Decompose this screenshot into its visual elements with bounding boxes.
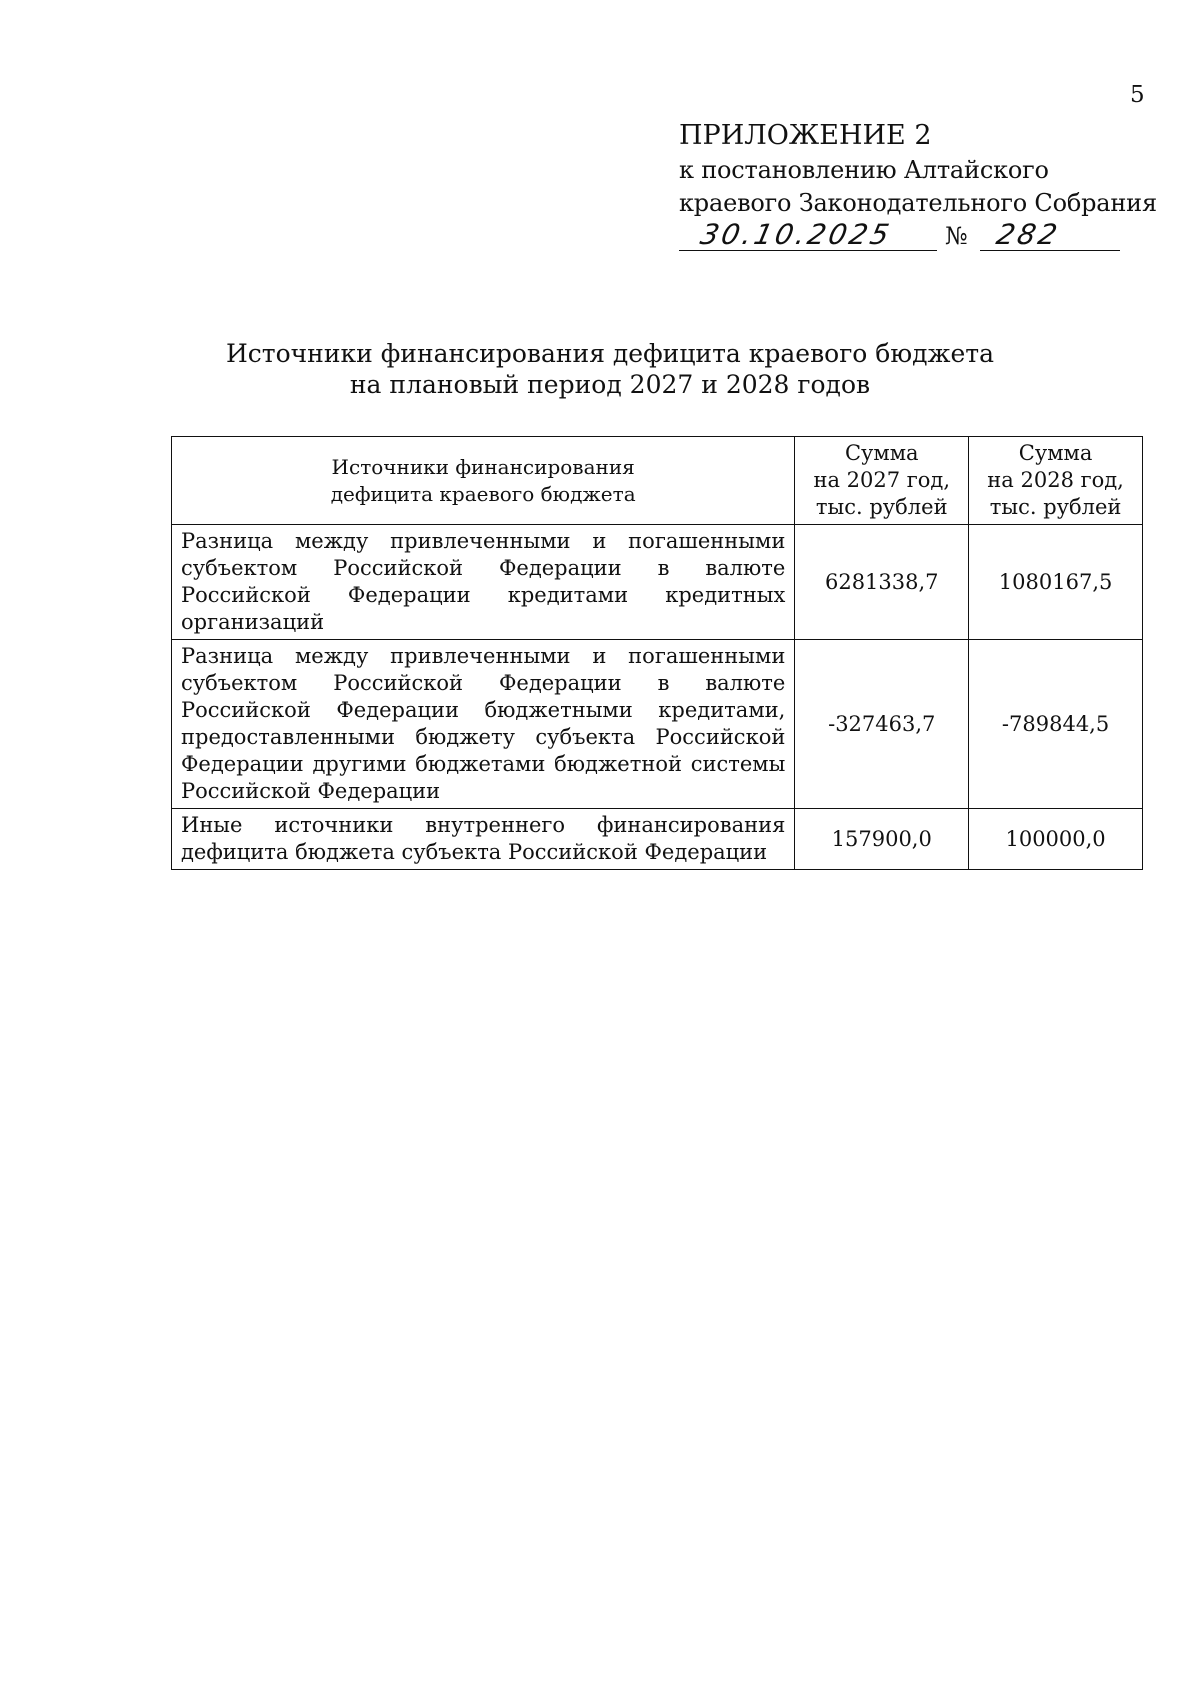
row-amount-2028: -789844,5: [969, 640, 1143, 809]
header-amount-line: на 2028 год,: [987, 468, 1124, 492]
header-amount-line: Сумма: [1018, 441, 1093, 465]
header-amount-line: Сумма: [844, 441, 919, 465]
header-amount-line: тыс. рублей: [989, 495, 1122, 519]
handwritten-date: 30.10.2025: [697, 218, 895, 251]
appendix-title: ПРИЛОЖЕНИЕ 2: [679, 120, 932, 151]
number-sign: №: [945, 222, 968, 250]
appendix-block: [679, 118, 1157, 260]
appendix-line-2: краевого Законодательного Собрания: [679, 189, 1157, 217]
header-amount-line: тыс. рублей: [815, 495, 948, 519]
header-amount-2028: [969, 437, 1143, 525]
header-source-line: Источники финансирования: [331, 454, 635, 479]
header-source: [172, 437, 795, 525]
row-description: Разница между привлеченными и погашенными субъектом Российской Федерации в валюте Российской Федерации бюджетными кредитами, предоставленными бюджету субъекта Российской Федерации другими бюджетами бюджетной системы Российской Федерации: [172, 640, 795, 809]
row-description: Иные источники внутреннего финансирования дефицита бюджета субъекта Российской Федерации: [172, 809, 795, 870]
page-number: 5: [1130, 82, 1145, 108]
table-header-row: [172, 437, 1143, 525]
table-row: [172, 640, 1143, 809]
table-row: [172, 809, 1143, 870]
row-amount-2028: 100000,0: [969, 809, 1143, 870]
financing-sources-table: [171, 436, 1143, 870]
row-amount-2027: -327463,7: [795, 640, 969, 809]
header-amount-line: на 2027 год,: [813, 468, 951, 492]
title-line-2: на плановый период 2027 и 2028 годов: [349, 370, 871, 399]
appendix-line-1: к постановлению Алтайского: [679, 156, 1049, 184]
row-amount-2028: 1080167,5: [969, 525, 1143, 640]
document-title: [170, 338, 1050, 400]
table-row: [172, 525, 1143, 640]
header-amount-2027: [795, 437, 969, 525]
resolution-date-number: [679, 220, 1119, 260]
header-source-line: дефицита краевого бюджета: [330, 481, 636, 506]
title-line-1: Источники финансирования дефицита краевого бюджета: [225, 339, 995, 368]
row-description: Разница между привлеченными и погашенными субъектом Российской Федерации в валюте Российской Федерации кредитами кредитных организаций: [172, 525, 795, 640]
row-amount-2027: 6281338,7: [795, 525, 969, 640]
handwritten-number: 282: [993, 218, 1063, 251]
row-amount-2027: 157900,0: [795, 809, 969, 870]
